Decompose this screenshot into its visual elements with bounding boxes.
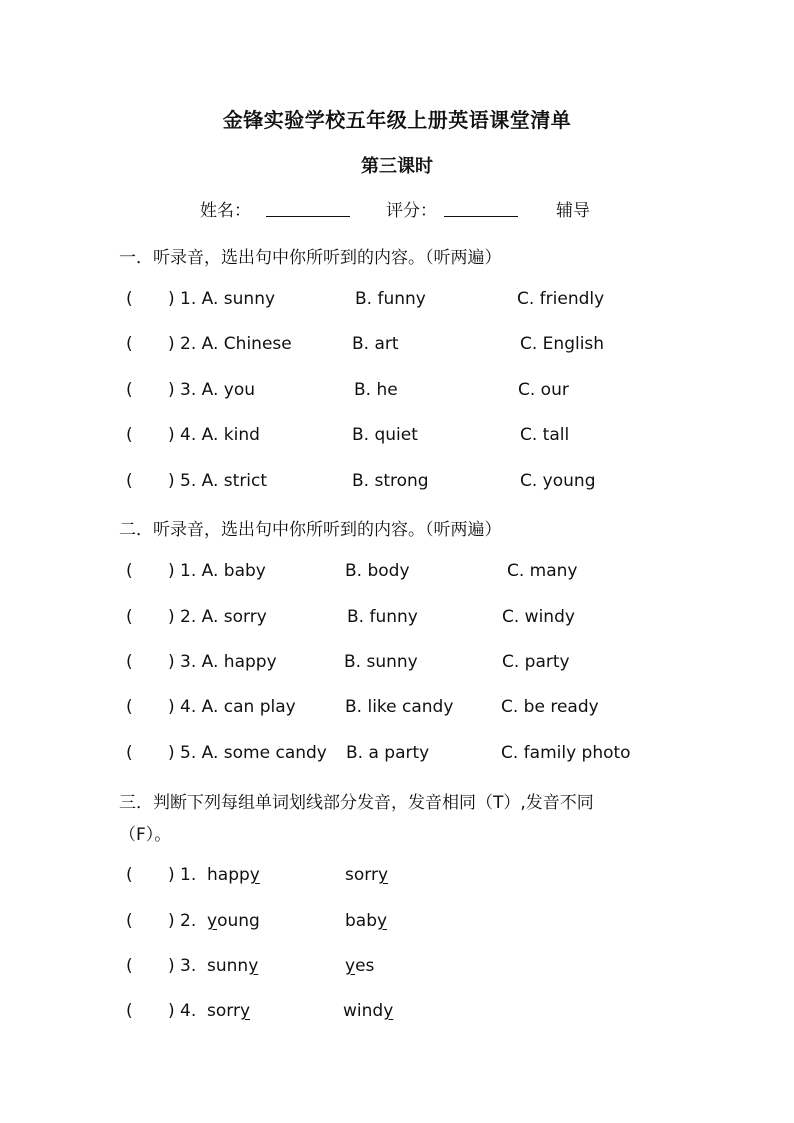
section2-heading: 二．听录音，选出句中你所听到的内容。（听两遍）	[119, 520, 502, 540]
option-c: C. be ready	[501, 697, 599, 717]
answer-paren[interactable]: (	[126, 1001, 133, 1021]
option-a: ) 4. A. can play	[168, 697, 296, 717]
option-b: B. art	[352, 334, 399, 354]
option-b: B. sunny	[344, 652, 418, 672]
option-b: B. a party	[346, 743, 430, 763]
section3-question	[0, 865, 794, 889]
section2-question	[0, 697, 794, 721]
section1-heading: 一．听录音，选出句中你所听到的内容。（听两遍）	[119, 248, 502, 268]
question-number: ) 3.	[168, 956, 197, 976]
answer-paren[interactable]: (	[126, 380, 133, 400]
option-b: B. body	[345, 561, 410, 581]
option-c: C. many	[507, 561, 578, 581]
question-number: ) 1.	[168, 865, 197, 885]
section3-question	[0, 911, 794, 935]
option-b: B. funny	[347, 607, 418, 627]
section2-question	[0, 743, 794, 767]
answer-paren[interactable]: (	[126, 607, 133, 627]
section3-heading-cont: （F）。	[119, 825, 172, 845]
option-c: C. party	[502, 652, 570, 672]
word-1: sorry	[207, 1001, 250, 1021]
option-a: ) 2. A. sorry	[168, 607, 267, 627]
option-c: C. windy	[502, 607, 575, 627]
section1-question	[0, 380, 794, 404]
word-2: baby	[345, 911, 388, 931]
option-a: ) 3. A. you	[168, 380, 256, 400]
score-blank[interactable]	[444, 200, 518, 217]
answer-paren[interactable]: (	[126, 652, 133, 672]
answer-paren[interactable]: (	[126, 561, 133, 581]
answer-paren[interactable]: (	[126, 425, 133, 445]
option-c: C. English	[520, 334, 605, 354]
question-number: ) 4.	[168, 1001, 197, 1021]
question-number: ) 2.	[168, 911, 197, 931]
option-a: ) 2. A. Chinese	[168, 334, 292, 354]
tutor-label: 辅导	[556, 201, 590, 221]
option-b: B. like candy	[345, 697, 454, 717]
answer-paren[interactable]: (	[126, 289, 133, 309]
option-b: B. strong	[352, 471, 429, 491]
option-b: B. he	[354, 380, 398, 400]
answer-paren[interactable]: (	[126, 334, 133, 354]
option-a: ) 3. A. happy	[168, 652, 277, 672]
section1-question	[0, 289, 794, 313]
option-c: C. tall	[520, 425, 570, 445]
word-1: sunny	[207, 956, 259, 976]
option-b: B. funny	[355, 289, 426, 309]
option-c: C. friendly	[517, 289, 605, 309]
word-2: sorry	[345, 865, 388, 885]
word-1: young	[207, 911, 260, 931]
section2-question	[0, 652, 794, 676]
answer-paren[interactable]: (	[126, 697, 133, 717]
section3-question	[0, 1001, 794, 1025]
section2-question	[0, 607, 794, 631]
section1-question	[0, 471, 794, 495]
section1-question	[0, 425, 794, 449]
word-1: happy	[207, 865, 260, 885]
section2-question	[0, 561, 794, 585]
option-c: C. family photo	[501, 743, 631, 763]
answer-paren[interactable]: (	[126, 956, 133, 976]
word-2: windy	[343, 1001, 394, 1021]
word-2: yes	[345, 956, 375, 976]
answer-paren[interactable]: (	[126, 911, 133, 931]
answer-paren[interactable]: (	[126, 471, 133, 491]
option-b: B. quiet	[352, 425, 418, 445]
option-c: C. our	[518, 380, 569, 400]
option-c: C. young	[520, 471, 596, 491]
page-title: 金锋实验学校五年级上册英语课堂清单	[222, 108, 572, 132]
lesson-subtitle: 第三课时	[361, 156, 433, 177]
section3-question	[0, 956, 794, 980]
option-a: ) 5. A. some candy	[168, 743, 327, 763]
answer-paren[interactable]: (	[126, 865, 133, 885]
name-blank[interactable]	[266, 200, 350, 217]
option-a: ) 5. A. strict	[168, 471, 268, 491]
section1-question	[0, 334, 794, 358]
option-a: ) 1. A. baby	[168, 561, 266, 581]
option-a: ) 4. A. kind	[168, 425, 260, 445]
answer-paren[interactable]: (	[126, 743, 133, 763]
option-a: ) 1. A. sunny	[168, 289, 276, 309]
section3-heading: 三．判断下列每组单词划线部分发音，发音相同（T）,发音不同	[119, 793, 594, 813]
name-label: 姓名：	[200, 201, 251, 221]
score-label: 评分：	[386, 201, 437, 221]
